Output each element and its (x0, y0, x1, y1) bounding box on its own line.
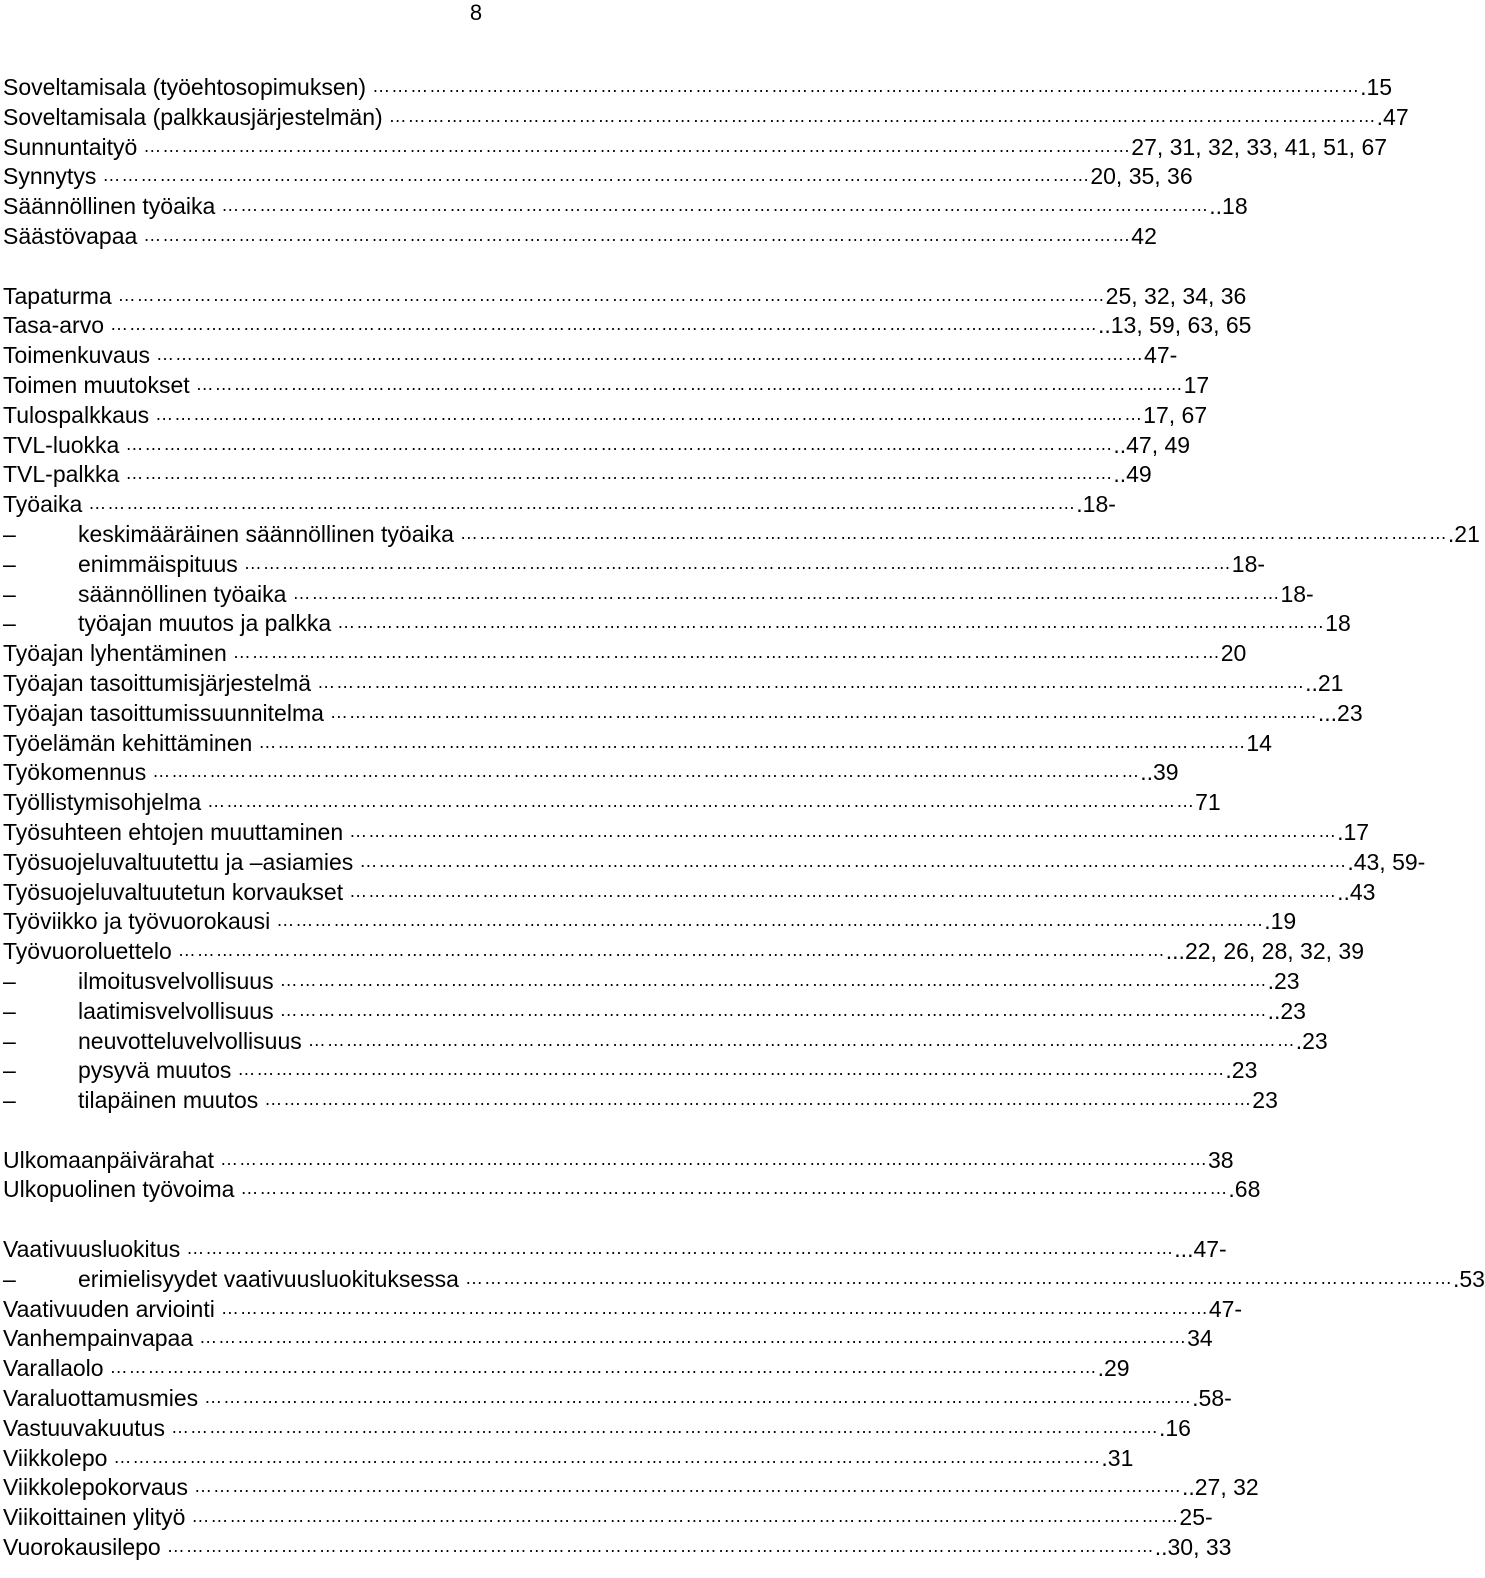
subentry-dash: – (3, 1265, 16, 1292)
index-entry (3, 460, 1152, 490)
entry-label (3, 1384, 198, 1414)
index-entry (3, 758, 1179, 788)
entry-text: Työajan lyhentäminen (3, 640, 227, 667)
entry-label (3, 1533, 161, 1563)
dot-leader: ………………………………………………………………………………………………………………………………………… (170, 1416, 1159, 1437)
index-entry (3, 133, 1388, 163)
entry-pages: .23 (1295, 1027, 1328, 1054)
entry-label (3, 967, 274, 997)
entry-label (3, 609, 331, 639)
entry-text: Työllistymisohjelma (3, 789, 202, 816)
entry-pages: ..49 (1113, 461, 1152, 488)
index-entry (3, 431, 1191, 461)
entry-pages: 14 (1246, 729, 1272, 756)
dot-leader: ………………………………………………………………………………………………………………………………………… (207, 791, 1196, 812)
dot-leader: ………………………………………………………………………………………………………………………………………… (307, 1029, 1296, 1050)
entry-text: Työvuoroluettelo (3, 938, 172, 965)
entry-pages: ..39 (1140, 759, 1179, 786)
entry-pages: 42 (1131, 222, 1157, 249)
index-entry (3, 699, 1363, 729)
index-entry (3, 1444, 1134, 1474)
entry-label (3, 818, 343, 848)
subentry-dash: – (3, 610, 16, 637)
entry-text: Sunnuntaityö (3, 133, 138, 160)
entry-pages: 25, 32, 34, 36 (1105, 282, 1247, 309)
index-entry (3, 1235, 1227, 1265)
index-entry (3, 1503, 1213, 1533)
index-entry (3, 1384, 1232, 1414)
entry-label (3, 311, 104, 341)
entry-text: Työkomennus (3, 759, 147, 786)
entry-pages: 17, 67 (1143, 401, 1208, 428)
dot-leader: ………………………………………………………………………………………………………………………………………… (240, 1178, 1229, 1199)
dot-leader: ………………………………………………………………………………………………………………………………………… (243, 552, 1232, 573)
entry-label (3, 1473, 188, 1503)
entry-label (3, 669, 311, 699)
entry-pages: .21 (1447, 520, 1480, 547)
dot-leader: ………………………………………………………………………………………………………………………………………… (264, 1089, 1253, 1110)
entry-pages: ..30, 33 (1154, 1534, 1232, 1561)
subentry-dash: – (3, 997, 16, 1024)
index-list (3, 73, 1485, 1563)
entry-label (3, 699, 324, 729)
entry-label (3, 371, 190, 401)
index-entry (3, 222, 1157, 252)
dot-leader: ………………………………………………………………………………………………………………………………………… (177, 940, 1166, 961)
index-entry (3, 848, 1426, 878)
dot-leader: ………………………………………………………………………………………………………………………………………… (117, 284, 1106, 305)
dot-leader: ………………………………………………………………………………………………………………………………………… (199, 1327, 1188, 1348)
index-entry (3, 788, 1221, 818)
entry-text: Säännöllinen työaika (3, 193, 216, 220)
entry-text: Työsuhteen ehtojen muuttaminen (3, 818, 344, 845)
entry-label (3, 639, 227, 669)
index-entry (3, 1414, 1191, 1444)
dot-leader: ………………………………………………………………………………………………………………………………………… (349, 820, 1338, 841)
entry-text: neuvotteluvelvollisuus (78, 1027, 302, 1054)
entry-pages: .23 (1267, 967, 1300, 994)
index-entry (3, 1175, 1261, 1205)
entry-pages: .17 (1337, 818, 1370, 845)
index-entry (3, 282, 1247, 312)
entry-label (3, 431, 119, 461)
entry-pages: .19 (1264, 908, 1297, 935)
entry-label (3, 878, 343, 908)
entry-text: työajan muutos ja palkka (78, 610, 332, 637)
entry-label (3, 1265, 459, 1295)
dot-leader: ………………………………………………………………………………………………………………………………………… (143, 224, 1132, 245)
dot-leader: ………………………………………………………………………………………………………………………………………… (204, 1387, 1193, 1408)
group-spacer (3, 252, 953, 282)
entry-text: TVL-luokka (3, 431, 120, 458)
entry-text: Varallaolo (3, 1355, 104, 1382)
dot-leader: ………………………………………………………………………………………………………………………………………… (109, 314, 1098, 335)
index-entry (3, 1354, 1130, 1384)
entry-pages: ..18 (1209, 193, 1248, 220)
entry-label (3, 401, 149, 431)
entry-text: Varaluottamusmies (3, 1385, 199, 1412)
entry-text: Säästövapaa (3, 222, 138, 249)
index-subentry (3, 1056, 1258, 1086)
entry-pages: .16 (1158, 1414, 1191, 1441)
entry-text: Työaika (3, 491, 83, 518)
index-entry (3, 401, 1208, 431)
entry-label (3, 222, 137, 252)
group-spacer (3, 1116, 953, 1146)
dot-leader: ………………………………………………………………………………………………………………………………………… (337, 612, 1326, 633)
entry-text: Tapaturma (3, 282, 112, 309)
entry-label (3, 1354, 104, 1384)
entry-pages: ..21 (1305, 669, 1344, 696)
index-entry (3, 490, 1116, 520)
index-entry (3, 1295, 1243, 1325)
entry-text: TVL-palkka (3, 461, 120, 488)
entry-pages: ..27, 32 (1181, 1474, 1259, 1501)
subentry-dash: – (3, 580, 16, 607)
entry-pages: ..23 (1267, 997, 1306, 1024)
page-number: 8 (469, 0, 483, 25)
index-entry (3, 669, 1344, 699)
entry-label (3, 341, 150, 371)
entry-text: Työsuojeluvaltuutettu ja –asiamies (3, 848, 354, 875)
entry-label (3, 550, 238, 580)
subentry-dash: – (3, 1027, 16, 1054)
index-subentry (3, 580, 1314, 610)
entry-text: Työajan tasoittumisjärjestelmä (3, 669, 312, 696)
index-entry (3, 103, 1409, 133)
dot-leader: ………………………………………………………………………………………………………………………………………… (186, 1238, 1175, 1259)
index-entry (3, 878, 1376, 908)
entry-text: tilapäinen muutos (78, 1087, 259, 1114)
index-subentry (3, 1265, 1485, 1295)
dot-leader: ………………………………………………………………………………………………………………………………………… (156, 344, 1145, 365)
entry-label (3, 1146, 214, 1176)
entry-pages: 18 (1325, 610, 1351, 637)
entry-pages: 27, 31, 32, 33, 41, 51, 67 (1131, 133, 1388, 160)
index-entry (3, 639, 1247, 669)
entry-text: pysyvä muutos (78, 1057, 232, 1084)
dot-leader: ………………………………………………………………………………………………………………………………………… (193, 1476, 1182, 1497)
index-entry (3, 818, 1370, 848)
entry-text: Työelämän kehittäminen (3, 729, 253, 756)
index-entry (3, 162, 1193, 192)
index-entry (3, 937, 1364, 967)
dot-leader: ………………………………………………………………………………………………………………………………………… (219, 1148, 1208, 1169)
entry-label (3, 520, 454, 550)
subentry-dash: – (3, 1087, 16, 1114)
dot-leader: ………………………………………………………………………………………………………………………………………… (292, 582, 1281, 603)
dot-leader: ………………………………………………………………………………………………………………………………………… (459, 522, 1448, 543)
entry-text: Ulkomaanpäivärahat (3, 1146, 214, 1173)
entry-label (3, 907, 270, 937)
entry-label (3, 1295, 215, 1325)
dot-leader: ………………………………………………………………………………………………………………………………………… (143, 135, 1132, 156)
entry-text: ilmoitusvelvollisuus (78, 967, 274, 994)
index-entry (3, 192, 1248, 222)
entry-label (3, 848, 353, 878)
dot-leader: ………………………………………………………………………………………………………………………………………… (349, 880, 1338, 901)
entry-label (3, 1027, 302, 1057)
index-entry (3, 1146, 1234, 1176)
index-subentry (3, 1086, 1278, 1116)
entry-text: Tasa-arvo (3, 312, 104, 339)
entry-text: Synnytys (3, 163, 97, 190)
dot-leader: ………………………………………………………………………………………………………………………………………… (237, 1059, 1226, 1080)
entry-text: Työsuojeluvaltuutetun korvaukset (3, 878, 344, 905)
entry-text: erimielisyydet vaativuusluokituksessa (78, 1265, 459, 1292)
subentry-dash: – (3, 1057, 16, 1084)
subentry-dash: – (3, 520, 16, 547)
entry-pages: .31 (1101, 1444, 1134, 1471)
entry-pages: .68 (1228, 1176, 1261, 1203)
index-subentry (3, 609, 1351, 639)
entry-label (3, 73, 366, 103)
entry-pages: .53 (1452, 1265, 1485, 1292)
dot-leader: ………………………………………………………………………………………………………………………………………… (464, 1267, 1453, 1288)
entry-text: Toimen muutokset (3, 371, 190, 398)
entry-label (3, 282, 112, 312)
entry-pages: .18- (1076, 491, 1116, 518)
entry-label (3, 729, 252, 759)
dot-leader: ………………………………………………………………………………………………………………………………………… (276, 910, 1265, 931)
entry-label (3, 580, 286, 610)
entry-label (3, 1414, 165, 1444)
index-entry (3, 1324, 1213, 1354)
group-spacer (3, 1205, 953, 1235)
dot-leader: ………………………………………………………………………………………………………………………………………… (279, 999, 1268, 1020)
entry-text: laatimisvelvollisuus (78, 997, 274, 1024)
entry-pages: ...22, 26, 28, 32, 39 (1165, 938, 1364, 965)
dot-leader: ………………………………………………………………………………………………………………………………………… (258, 731, 1247, 752)
entry-pages: 18- (1231, 550, 1266, 577)
entry-text: Työviikko ja työvuorokausi (3, 908, 271, 935)
entry-text: keskimääräinen säännöllinen työaika (78, 520, 454, 547)
entry-text: Vanhempainvapaa (3, 1325, 194, 1352)
entry-label (3, 103, 383, 133)
entry-label (3, 788, 201, 818)
dot-leader: ………………………………………………………………………………………………………………………………………… (113, 1446, 1102, 1467)
dot-leader: ………………………………………………………………………………………………………………………………………… (388, 105, 1377, 126)
dot-leader: ………………………………………………………………………………………………………………………………………… (125, 463, 1114, 484)
dot-leader: ………………………………………………………………………………………………………………………………………… (155, 403, 1144, 424)
entry-text: Tulospalkkaus (3, 401, 150, 428)
dot-leader: ………………………………………………………………………………………………………………………………………… (329, 701, 1318, 722)
entry-pages: 25- (1179, 1504, 1213, 1531)
entry-text: Vaativuusluokitus (3, 1236, 181, 1263)
index-entry (3, 1533, 1232, 1563)
dot-leader: ………………………………………………………………………………………………………………………………………… (317, 671, 1306, 692)
dot-leader: ………………………………………………………………………………………………………………………………………… (109, 1357, 1098, 1378)
dot-leader: ………………………………………………………………………………………………………………………………………… (221, 195, 1210, 216)
entry-label (3, 1175, 234, 1205)
entry-text: Viikkolepokorvaus (3, 1474, 188, 1501)
entry-label (3, 1086, 258, 1116)
entry-pages: .15 (1360, 74, 1393, 100)
entry-label (3, 1444, 107, 1474)
index-subentry (3, 1027, 1328, 1057)
entry-pages: 71 (1195, 789, 1221, 816)
dot-leader: ………………………………………………………………………………………………………………………………………… (279, 969, 1268, 990)
entry-text: Toimenkuvaus (3, 342, 151, 369)
entry-pages: 47- (1144, 342, 1178, 369)
index-subentry (3, 550, 1266, 580)
index-entry (3, 341, 1178, 371)
dot-leader: ………………………………………………………………………………………………………………………………………… (359, 850, 1348, 871)
entry-text: Soveltamisala (työehtosopimuksen) (3, 74, 367, 100)
dot-leader: ………………………………………………………………………………………………………………………………………… (372, 76, 1361, 96)
entry-text: Soveltamisala (palkkausjärjestelmän) (3, 103, 383, 130)
index-subentry (3, 997, 1306, 1027)
entry-pages: ...47- (1174, 1236, 1227, 1263)
entry-pages: 34 (1187, 1325, 1213, 1352)
index-entry (3, 729, 1272, 759)
entry-text: Vaativuuden arviointi (3, 1295, 215, 1322)
dot-leader: ………………………………………………………………………………………………………………………………………… (191, 1506, 1180, 1527)
entry-label (3, 1324, 193, 1354)
entry-text: Vuorokausilepo (3, 1534, 161, 1561)
dot-leader: ………………………………………………………………………………………………………………………………………… (220, 1297, 1209, 1318)
entry-label (3, 937, 172, 967)
entry-label (3, 997, 274, 1027)
entry-label (3, 1056, 231, 1086)
entry-label (3, 133, 137, 163)
dot-leader: ………………………………………………………………………………………………………………………………………… (166, 1536, 1155, 1557)
entry-label (3, 1503, 185, 1533)
subentry-dash: – (3, 550, 16, 577)
entry-pages: .47 (1376, 103, 1409, 130)
entry-pages: .23 (1225, 1057, 1258, 1084)
entry-text: Viikkolepo (3, 1444, 108, 1471)
entry-pages: .58- (1192, 1385, 1232, 1412)
entry-pages: ..47, 49 (1113, 431, 1191, 458)
entry-pages: 47- (1208, 1295, 1243, 1322)
dot-leader: ………………………………………………………………………………………………………………………………………… (125, 433, 1114, 454)
index-entry (3, 1473, 1259, 1503)
entry-pages: 23 (1252, 1087, 1278, 1114)
index-entry (3, 311, 1252, 341)
dot-leader: ………………………………………………………………………………………………………………………………………… (152, 761, 1141, 782)
entry-label (3, 162, 96, 192)
entry-label (3, 460, 119, 490)
entry-text: Työajan tasoittumissuunnitelma (3, 699, 324, 726)
entry-label (3, 758, 146, 788)
dot-leader: ………………………………………………………………………………………………………………………………………… (232, 642, 1221, 663)
entry-label (3, 192, 215, 222)
dot-leader: ………………………………………………………………………………………………………………………………………… (195, 373, 1184, 394)
entry-pages: ..43 (1337, 878, 1376, 905)
entry-text: Ulkopuolinen työvoima (3, 1176, 235, 1203)
dot-leader: ………………………………………………………………………………………………………………………………………… (102, 165, 1091, 186)
entry-text: enimmäispituus (78, 550, 238, 577)
entry-label (3, 490, 82, 520)
entry-pages: 20, 35, 36 (1090, 163, 1193, 190)
entry-pages: ...23 (1317, 699, 1363, 726)
index-entry (3, 371, 1210, 401)
entry-text: säännöllinen työaika (78, 580, 287, 607)
entry-label (3, 1235, 180, 1265)
index-subentry (3, 967, 1300, 997)
entry-pages: 17 (1183, 371, 1210, 398)
entry-pages: .29 (1097, 1355, 1130, 1382)
index-entry (3, 73, 1393, 103)
index-subentry (3, 520, 1480, 550)
entry-text: Viikoittainen ylityö (3, 1504, 186, 1531)
entry-pages: 20 (1220, 640, 1247, 667)
entry-pages: 18- (1280, 580, 1314, 607)
entry-text: Vastuuvakuutus (3, 1414, 165, 1441)
subentry-dash: – (3, 967, 16, 994)
entry-pages: ..13, 59, 63, 65 (1097, 312, 1252, 339)
entry-pages: 38 (1207, 1146, 1234, 1173)
entry-pages: .43, 59- (1347, 848, 1426, 875)
dot-leader: ………………………………………………………………………………………………………………………………………… (88, 493, 1077, 514)
index-entry (3, 907, 1297, 937)
